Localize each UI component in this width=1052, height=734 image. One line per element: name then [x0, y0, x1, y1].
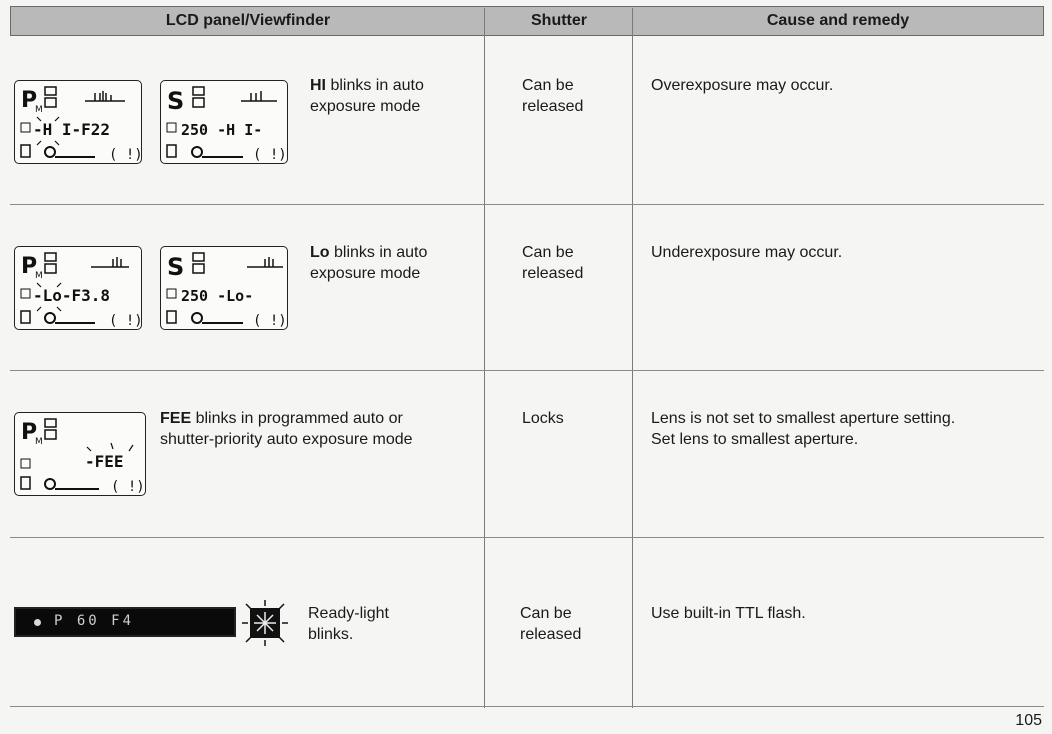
film-counter-icon: [45, 147, 55, 157]
lcd-readout: -FEE: [85, 452, 124, 471]
svg-text:M: M: [35, 271, 43, 281]
svg-text:P: P: [21, 420, 38, 445]
viewfinder-display: [14, 607, 236, 637]
svg-text:( !): ( !): [109, 313, 143, 329]
cause-remedy: Use built-in TTL flash.: [651, 605, 806, 622]
header-shutter: Shutter: [531, 12, 587, 29]
blink-term: FEE: [160, 410, 192, 427]
lcd-readout: 250 -H I-: [181, 121, 263, 139]
table-header: [10, 6, 1044, 36]
exposure-scale-icon: [85, 91, 125, 101]
shutter-status: Locks: [522, 410, 564, 427]
shutter-priority-icon: S: [167, 87, 185, 115]
viewfinder-readout: P 60 F4: [54, 613, 135, 629]
shutter-status: Can be released: [520, 605, 582, 643]
blink-term: HI: [310, 77, 326, 94]
column-divider-1: [484, 8, 485, 708]
lcd-readout: -Lo-F3.8: [33, 286, 111, 305]
blink-term: Lo: [310, 244, 330, 261]
dx-icon: [21, 123, 30, 132]
lcd-panel-shutter-priority: [160, 80, 288, 164]
condition-description: FEE blinks in programmed auto or shutter-priority auto exposure mode: [160, 410, 413, 448]
header-lcd-panel: LCD panel/Viewfinder: [165, 12, 331, 29]
cause-remedy: Underexposure may occur.: [651, 244, 843, 261]
svg-text:P: P: [21, 254, 38, 279]
shutter-status: Can be released: [522, 77, 584, 115]
svg-text:M: M: [35, 437, 43, 447]
header-cause-remedy: Cause and remedy: [766, 12, 910, 29]
svg-text:( !): ( !): [111, 479, 145, 495]
cause-remedy: Overexposure may occur.: [651, 77, 834, 94]
lcd-readout: -H I-F22: [33, 120, 111, 139]
row-divider-2: [10, 370, 1044, 371]
lcd-panel-program: [14, 412, 146, 496]
condition-description: HI blinks in auto exposure mode: [310, 77, 424, 115]
svg-text:( !): ( !): [253, 147, 287, 163]
blink-rays-icon: [240, 600, 290, 646]
page-number: 105: [1015, 712, 1042, 729]
lcd-panel-shutter-priority: [160, 246, 288, 330]
ready-light-icon: [34, 619, 41, 626]
row-divider-3: [10, 537, 1044, 538]
flash-sync-icon: [45, 87, 56, 95]
shutter-status: Can be released: [522, 244, 584, 282]
lcd-panel-program: [14, 80, 142, 164]
row-divider-1: [10, 204, 1044, 205]
condition-description: Lo blinks in auto exposure mode: [310, 244, 428, 282]
cause-remedy: Lens is not set to smallest aperture setting. Set lens to smallest aperture.: [651, 410, 956, 448]
film-icon: [21, 145, 30, 157]
column-divider-2: [632, 8, 633, 708]
row-divider-bottom: [10, 706, 1044, 707]
svg-text:( !): ( !): [109, 147, 143, 163]
svg-text:S: S: [167, 253, 185, 281]
lcd-readout: 250 -Lo-: [181, 287, 254, 305]
program-mode-icon: P: [21, 88, 38, 113]
lcd-panel-program: [14, 246, 142, 330]
svg-text:( !): ( !): [253, 313, 287, 329]
condition-description: Ready-light blinks.: [308, 605, 389, 643]
svg-text:M: M: [35, 105, 43, 115]
